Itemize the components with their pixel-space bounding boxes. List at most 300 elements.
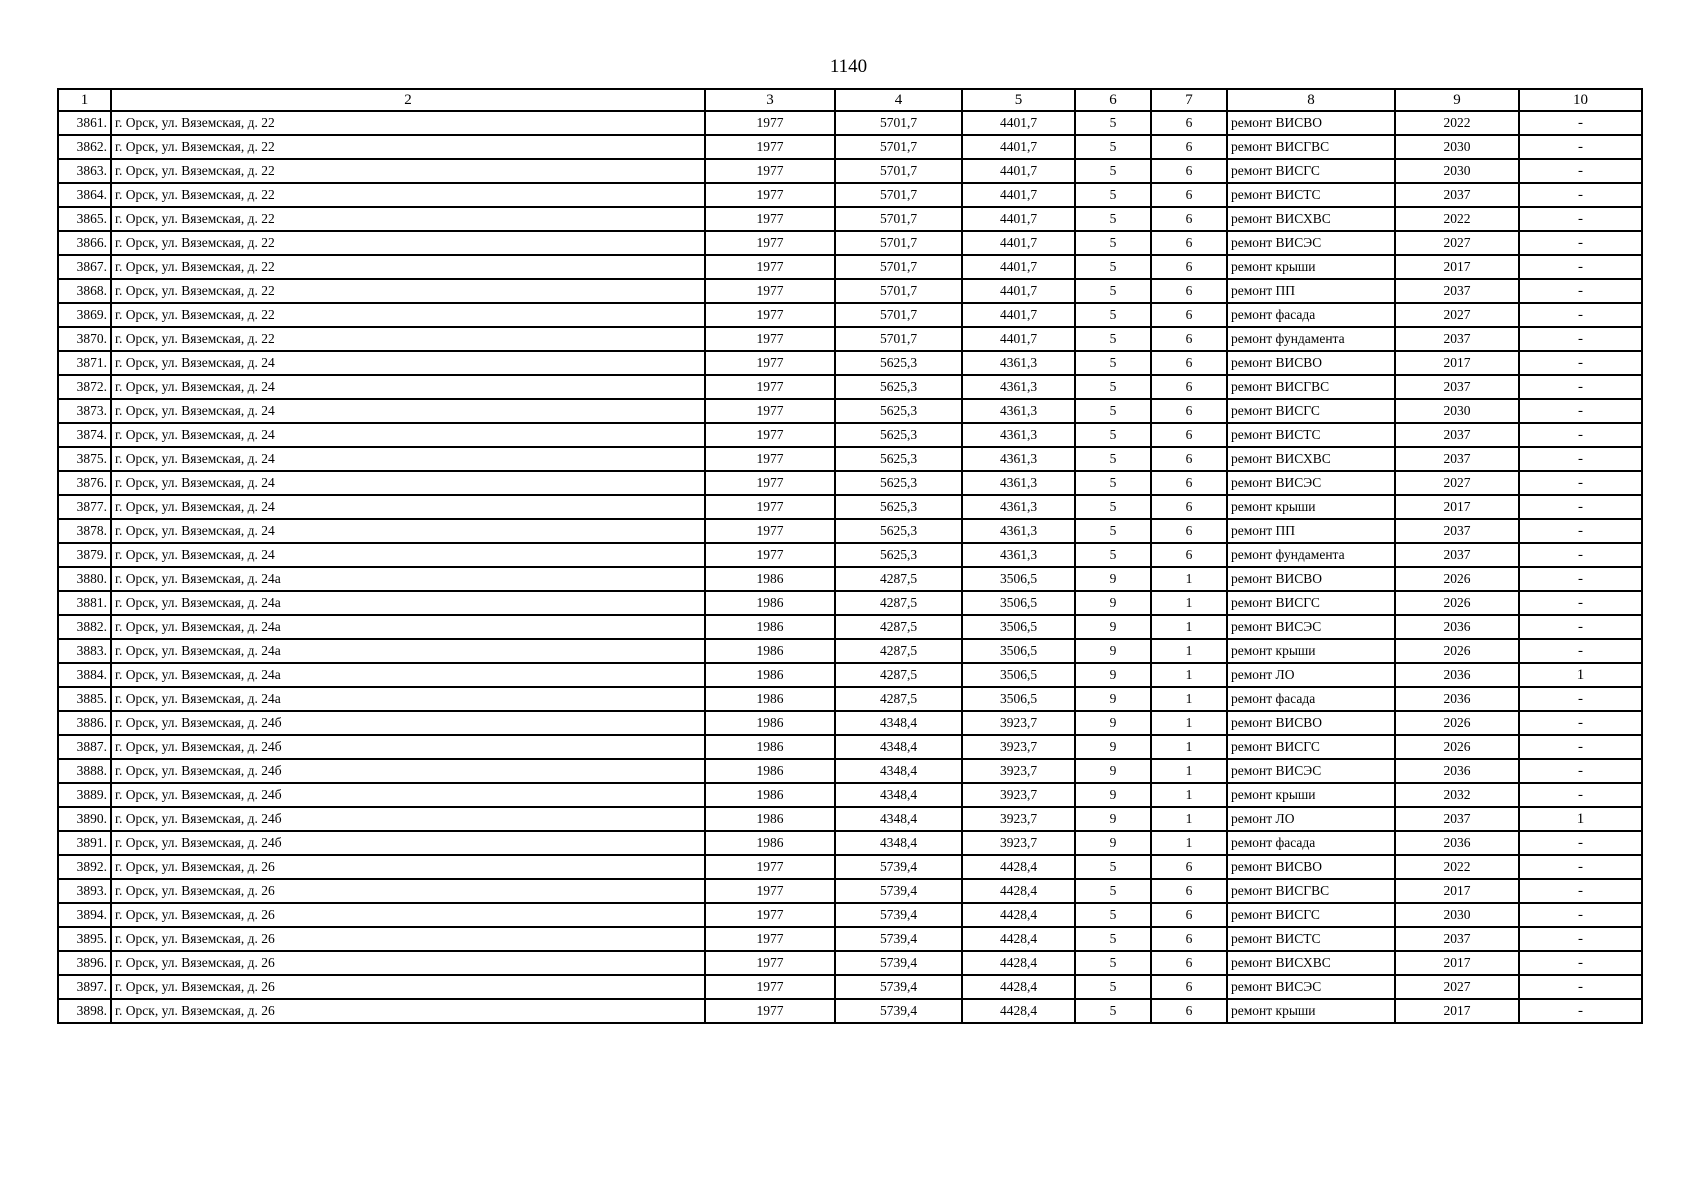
table-row (58, 951, 1642, 975)
table-row (58, 663, 1642, 687)
cell-planned-year: 2037 (1395, 327, 1519, 351)
cell-total-area: 5625,3 (835, 519, 962, 543)
cell-living-area: 4401,7 (962, 183, 1075, 207)
cell-planned-year: 2036 (1395, 615, 1519, 639)
cell-year-built: 1986 (705, 663, 835, 687)
cell-year-built: 1977 (705, 855, 835, 879)
cell-flag: - (1519, 159, 1642, 183)
cell-flag: - (1519, 903, 1642, 927)
cell-entrances: 6 (1151, 855, 1227, 879)
cell-planned-year: 2037 (1395, 543, 1519, 567)
cell-work-type: ремонт крыши (1227, 639, 1395, 663)
cell-address: г. Орск, ул. Вяземская, д. 22 (111, 183, 705, 207)
cell-work-type: ремонт крыши (1227, 255, 1395, 279)
cell-total-area: 5701,7 (835, 183, 962, 207)
cell-floors: 9 (1075, 663, 1151, 687)
cell-row-number: 3864. (58, 183, 111, 207)
cell-year-built: 1977 (705, 375, 835, 399)
cell-total-area: 5625,3 (835, 495, 962, 519)
cell-total-area: 5739,4 (835, 975, 962, 999)
cell-flag: - (1519, 999, 1642, 1023)
table-row (58, 567, 1642, 591)
cell-year-built: 1977 (705, 399, 835, 423)
cell-year-built: 1977 (705, 159, 835, 183)
cell-work-type: ремонт ПП (1227, 279, 1395, 303)
cell-year-built: 1986 (705, 807, 835, 831)
cell-row-number: 3876. (58, 471, 111, 495)
cell-living-area: 4428,4 (962, 903, 1075, 927)
table-row (58, 543, 1642, 567)
table-row (58, 375, 1642, 399)
cell-living-area: 3923,7 (962, 759, 1075, 783)
cell-year-built: 1986 (705, 783, 835, 807)
cell-floors: 5 (1075, 303, 1151, 327)
cell-floors: 9 (1075, 759, 1151, 783)
cell-row-number: 3894. (58, 903, 111, 927)
cell-address: г. Орск, ул. Вяземская, д. 26 (111, 975, 705, 999)
cell-entrances: 1 (1151, 783, 1227, 807)
cell-planned-year: 2017 (1395, 255, 1519, 279)
table-row (58, 399, 1642, 423)
cell-row-number: 3872. (58, 375, 111, 399)
cell-entrances: 6 (1151, 111, 1227, 135)
cell-planned-year: 2037 (1395, 447, 1519, 471)
cell-year-built: 1986 (705, 687, 835, 711)
cell-entrances: 6 (1151, 879, 1227, 903)
cell-address: г. Орск, ул. Вяземская, д. 22 (111, 303, 705, 327)
cell-row-number: 3870. (58, 327, 111, 351)
table-row (58, 855, 1642, 879)
table-row (58, 807, 1642, 831)
table-header-row (58, 89, 1642, 111)
cell-year-built: 1977 (705, 903, 835, 927)
cell-total-area: 5701,7 (835, 303, 962, 327)
table-row (58, 903, 1642, 927)
cell-living-area: 4401,7 (962, 159, 1075, 183)
cell-total-area: 5701,7 (835, 111, 962, 135)
column-header: 7 (1151, 89, 1227, 111)
cell-work-type: ремонт ВИСГС (1227, 591, 1395, 615)
cell-year-built: 1977 (705, 999, 835, 1023)
cell-row-number: 3866. (58, 231, 111, 255)
cell-work-type: ремонт фасада (1227, 687, 1395, 711)
cell-row-number: 3879. (58, 543, 111, 567)
table-body (58, 111, 1642, 1023)
cell-year-built: 1977 (705, 111, 835, 135)
cell-work-type: ремонт ВИСЭС (1227, 615, 1395, 639)
table-row (58, 735, 1642, 759)
cell-living-area: 3506,5 (962, 567, 1075, 591)
cell-year-built: 1977 (705, 927, 835, 951)
cell-planned-year: 2032 (1395, 783, 1519, 807)
cell-address: г. Орск, ул. Вяземская, д. 24б (111, 831, 705, 855)
cell-floors: 9 (1075, 591, 1151, 615)
cell-work-type: ремонт ЛО (1227, 663, 1395, 687)
cell-entrances: 6 (1151, 279, 1227, 303)
cell-address: г. Орск, ул. Вяземская, д. 22 (111, 111, 705, 135)
cell-address: г. Орск, ул. Вяземская, д. 22 (111, 207, 705, 231)
cell-address: г. Орск, ул. Вяземская, д. 24б (111, 807, 705, 831)
cell-year-built: 1986 (705, 591, 835, 615)
cell-entrances: 1 (1151, 831, 1227, 855)
cell-floors: 5 (1075, 855, 1151, 879)
cell-year-built: 1977 (705, 447, 835, 471)
cell-floors: 9 (1075, 567, 1151, 591)
cell-floors: 5 (1075, 207, 1151, 231)
column-header: 4 (835, 89, 962, 111)
cell-planned-year: 2030 (1395, 135, 1519, 159)
cell-floors: 9 (1075, 615, 1151, 639)
column-header: 3 (705, 89, 835, 111)
table-row (58, 999, 1642, 1023)
cell-address: г. Орск, ул. Вяземская, д. 24а (111, 567, 705, 591)
cell-row-number: 3887. (58, 735, 111, 759)
cell-year-built: 1986 (705, 615, 835, 639)
cell-floors: 5 (1075, 399, 1151, 423)
cell-year-built: 1986 (705, 759, 835, 783)
cell-work-type: ремонт ВИСГС (1227, 159, 1395, 183)
cell-total-area: 4287,5 (835, 615, 962, 639)
cell-year-built: 1986 (705, 567, 835, 591)
cell-living-area: 4401,7 (962, 279, 1075, 303)
cell-entrances: 1 (1151, 687, 1227, 711)
cell-row-number: 3874. (58, 423, 111, 447)
cell-entrances: 6 (1151, 951, 1227, 975)
cell-planned-year: 2037 (1395, 183, 1519, 207)
table-row (58, 687, 1642, 711)
cell-year-built: 1977 (705, 543, 835, 567)
cell-row-number: 3897. (58, 975, 111, 999)
cell-row-number: 3895. (58, 927, 111, 951)
cell-address: г. Орск, ул. Вяземская, д. 26 (111, 951, 705, 975)
cell-floors: 5 (1075, 135, 1151, 159)
table-row (58, 975, 1642, 999)
cell-flag: - (1519, 615, 1642, 639)
cell-total-area: 4348,4 (835, 711, 962, 735)
cell-total-area: 4287,5 (835, 567, 962, 591)
cell-row-number: 3896. (58, 951, 111, 975)
cell-entrances: 6 (1151, 207, 1227, 231)
cell-planned-year: 2017 (1395, 351, 1519, 375)
cell-entrances: 1 (1151, 807, 1227, 831)
cell-address: г. Орск, ул. Вяземская, д. 24а (111, 615, 705, 639)
cell-address: г. Орск, ул. Вяземская, д. 24 (111, 375, 705, 399)
cell-living-area: 4361,3 (962, 423, 1075, 447)
cell-work-type: ремонт ВИСЭС (1227, 759, 1395, 783)
cell-year-built: 1977 (705, 423, 835, 447)
cell-floors: 5 (1075, 999, 1151, 1023)
cell-planned-year: 2026 (1395, 567, 1519, 591)
cell-living-area: 3506,5 (962, 663, 1075, 687)
column-header: 10 (1519, 89, 1642, 111)
cell-planned-year: 2026 (1395, 711, 1519, 735)
cell-flag: 1 (1519, 807, 1642, 831)
cell-row-number: 3865. (58, 207, 111, 231)
cell-address: г. Орск, ул. Вяземская, д. 26 (111, 855, 705, 879)
cell-flag: - (1519, 639, 1642, 663)
cell-entrances: 6 (1151, 399, 1227, 423)
cell-planned-year: 2030 (1395, 399, 1519, 423)
cell-address: г. Орск, ул. Вяземская, д. 22 (111, 279, 705, 303)
cell-planned-year: 2036 (1395, 687, 1519, 711)
cell-row-number: 3889. (58, 783, 111, 807)
cell-total-area: 5739,4 (835, 999, 962, 1023)
cell-row-number: 3883. (58, 639, 111, 663)
table-row (58, 927, 1642, 951)
cell-floors: 5 (1075, 423, 1151, 447)
cell-row-number: 3867. (58, 255, 111, 279)
cell-planned-year: 2036 (1395, 831, 1519, 855)
cell-planned-year: 2030 (1395, 903, 1519, 927)
cell-total-area: 4287,5 (835, 639, 962, 663)
cell-row-number: 3885. (58, 687, 111, 711)
column-header: 6 (1075, 89, 1151, 111)
cell-floors: 9 (1075, 687, 1151, 711)
cell-work-type: ремонт фундамента (1227, 327, 1395, 351)
cell-planned-year: 2022 (1395, 855, 1519, 879)
cell-flag: - (1519, 687, 1642, 711)
cell-total-area: 4348,4 (835, 783, 962, 807)
cell-address: г. Орск, ул. Вяземская, д. 24 (111, 471, 705, 495)
cell-living-area: 4361,3 (962, 447, 1075, 471)
cell-address: г. Орск, ул. Вяземская, д. 24а (111, 591, 705, 615)
cell-living-area: 4428,4 (962, 975, 1075, 999)
cell-address: г. Орск, ул. Вяземская, д. 22 (111, 327, 705, 351)
cell-flag: - (1519, 111, 1642, 135)
cell-work-type: ремонт ВИСВО (1227, 567, 1395, 591)
cell-work-type: ремонт ВИСВО (1227, 711, 1395, 735)
cell-address: г. Орск, ул. Вяземская, д. 22 (111, 135, 705, 159)
cell-year-built: 1977 (705, 471, 835, 495)
cell-floors: 5 (1075, 375, 1151, 399)
cell-flag: - (1519, 927, 1642, 951)
cell-year-built: 1977 (705, 975, 835, 999)
table-row (58, 759, 1642, 783)
cell-flag: - (1519, 135, 1642, 159)
table-row (58, 831, 1642, 855)
repair-schedule-table (57, 88, 1643, 1024)
column-header: 9 (1395, 89, 1519, 111)
cell-entrances: 6 (1151, 351, 1227, 375)
cell-living-area: 3923,7 (962, 807, 1075, 831)
cell-entrances: 6 (1151, 135, 1227, 159)
cell-entrances: 1 (1151, 735, 1227, 759)
cell-floors: 9 (1075, 639, 1151, 663)
cell-row-number: 3898. (58, 999, 111, 1023)
table-row (58, 879, 1642, 903)
cell-work-type: ремонт ВИСВО (1227, 111, 1395, 135)
cell-entrances: 6 (1151, 159, 1227, 183)
table-row (58, 639, 1642, 663)
cell-total-area: 5739,4 (835, 903, 962, 927)
cell-flag: - (1519, 471, 1642, 495)
cell-year-built: 1977 (705, 327, 835, 351)
table-row (58, 711, 1642, 735)
cell-entrances: 1 (1151, 591, 1227, 615)
cell-year-built: 1977 (705, 135, 835, 159)
cell-living-area: 4428,4 (962, 927, 1075, 951)
cell-floors: 5 (1075, 351, 1151, 375)
cell-address: г. Орск, ул. Вяземская, д. 26 (111, 903, 705, 927)
cell-flag: - (1519, 351, 1642, 375)
cell-total-area: 4287,5 (835, 687, 962, 711)
cell-address: г. Орск, ул. Вяземская, д. 24б (111, 783, 705, 807)
cell-planned-year: 2037 (1395, 927, 1519, 951)
cell-flag: - (1519, 975, 1642, 999)
table-row (58, 159, 1642, 183)
cell-row-number: 3890. (58, 807, 111, 831)
cell-year-built: 1977 (705, 303, 835, 327)
cell-total-area: 5739,4 (835, 855, 962, 879)
table-row (58, 183, 1642, 207)
cell-address: г. Орск, ул. Вяземская, д. 24 (111, 423, 705, 447)
cell-work-type: ремонт ВИСЭС (1227, 975, 1395, 999)
cell-planned-year: 2017 (1395, 999, 1519, 1023)
cell-total-area: 5625,3 (835, 447, 962, 471)
cell-address: г. Орск, ул. Вяземская, д. 22 (111, 159, 705, 183)
cell-entrances: 1 (1151, 711, 1227, 735)
table-row (58, 111, 1642, 135)
cell-planned-year: 2027 (1395, 303, 1519, 327)
cell-row-number: 3861. (58, 111, 111, 135)
cell-living-area: 4401,7 (962, 255, 1075, 279)
table-row (58, 783, 1642, 807)
cell-living-area: 4361,3 (962, 519, 1075, 543)
cell-total-area: 5701,7 (835, 135, 962, 159)
cell-living-area: 4401,7 (962, 327, 1075, 351)
cell-living-area: 4428,4 (962, 951, 1075, 975)
cell-total-area: 5625,3 (835, 423, 962, 447)
cell-year-built: 1977 (705, 351, 835, 375)
cell-floors: 5 (1075, 495, 1151, 519)
cell-flag: - (1519, 831, 1642, 855)
cell-row-number: 3873. (58, 399, 111, 423)
cell-total-area: 5701,7 (835, 231, 962, 255)
cell-work-type: ремонт ВИСГС (1227, 399, 1395, 423)
cell-planned-year: 2037 (1395, 519, 1519, 543)
cell-living-area: 4401,7 (962, 135, 1075, 159)
cell-total-area: 5625,3 (835, 543, 962, 567)
cell-total-area: 5625,3 (835, 375, 962, 399)
cell-living-area: 3923,7 (962, 711, 1075, 735)
cell-living-area: 3506,5 (962, 615, 1075, 639)
cell-floors: 9 (1075, 735, 1151, 759)
cell-flag: - (1519, 399, 1642, 423)
table-row (58, 255, 1642, 279)
page-number: 1140 (829, 56, 868, 77)
table-row (58, 231, 1642, 255)
cell-flag: - (1519, 759, 1642, 783)
cell-work-type: ремонт ВИСХВС (1227, 207, 1395, 231)
cell-work-type: ремонт ВИСГС (1227, 903, 1395, 927)
cell-entrances: 1 (1151, 663, 1227, 687)
cell-total-area: 4348,4 (835, 759, 962, 783)
cell-row-number: 3877. (58, 495, 111, 519)
cell-entrances: 6 (1151, 975, 1227, 999)
cell-living-area: 4428,4 (962, 999, 1075, 1023)
cell-year-built: 1977 (705, 495, 835, 519)
cell-planned-year: 2037 (1395, 375, 1519, 399)
cell-address: г. Орск, ул. Вяземская, д. 24 (111, 519, 705, 543)
table-row (58, 447, 1642, 471)
cell-work-type: ремонт фундамента (1227, 543, 1395, 567)
cell-flag: - (1519, 231, 1642, 255)
cell-address: г. Орск, ул. Вяземская, д. 26 (111, 999, 705, 1023)
cell-row-number: 3888. (58, 759, 111, 783)
cell-year-built: 1986 (705, 831, 835, 855)
cell-address: г. Орск, ул. Вяземская, д. 24б (111, 735, 705, 759)
cell-row-number: 3875. (58, 447, 111, 471)
cell-entrances: 6 (1151, 327, 1227, 351)
cell-total-area: 4348,4 (835, 831, 962, 855)
cell-living-area: 4401,7 (962, 303, 1075, 327)
cell-row-number: 3863. (58, 159, 111, 183)
cell-living-area: 4361,3 (962, 471, 1075, 495)
cell-total-area: 5625,3 (835, 399, 962, 423)
cell-flag: - (1519, 519, 1642, 543)
cell-row-number: 3868. (58, 279, 111, 303)
cell-flag: - (1519, 591, 1642, 615)
cell-row-number: 3884. (58, 663, 111, 687)
cell-floors: 5 (1075, 951, 1151, 975)
cell-floors: 5 (1075, 975, 1151, 999)
cell-planned-year: 2027 (1395, 975, 1519, 999)
cell-flag: - (1519, 543, 1642, 567)
cell-row-number: 3869. (58, 303, 111, 327)
cell-work-type: ремонт ВИСВО (1227, 855, 1395, 879)
cell-row-number: 3893. (58, 879, 111, 903)
cell-total-area: 4287,5 (835, 663, 962, 687)
cell-planned-year: 2027 (1395, 231, 1519, 255)
cell-address: г. Орск, ул. Вяземская, д. 24 (111, 399, 705, 423)
cell-work-type: ремонт ВИСГВС (1227, 879, 1395, 903)
table-row (58, 135, 1642, 159)
cell-planned-year: 2017 (1395, 495, 1519, 519)
cell-living-area: 3506,5 (962, 687, 1075, 711)
cell-row-number: 3880. (58, 567, 111, 591)
cell-address: г. Орск, ул. Вяземская, д. 24 (111, 495, 705, 519)
cell-total-area: 5739,4 (835, 951, 962, 975)
cell-flag: - (1519, 207, 1642, 231)
cell-work-type: ремонт крыши (1227, 495, 1395, 519)
cell-work-type: ремонт крыши (1227, 999, 1395, 1023)
cell-work-type: ремонт ВИСТС (1227, 927, 1395, 951)
cell-floors: 9 (1075, 807, 1151, 831)
cell-floors: 5 (1075, 183, 1151, 207)
cell-floors: 5 (1075, 255, 1151, 279)
cell-flag: - (1519, 447, 1642, 471)
cell-planned-year: 2026 (1395, 639, 1519, 663)
cell-address: г. Орск, ул. Вяземская, д. 22 (111, 255, 705, 279)
cell-work-type: ремонт ЛО (1227, 807, 1395, 831)
cell-planned-year: 2026 (1395, 735, 1519, 759)
cell-address: г. Орск, ул. Вяземская, д. 24 (111, 543, 705, 567)
cell-floors: 5 (1075, 279, 1151, 303)
cell-floors: 5 (1075, 903, 1151, 927)
cell-floors: 5 (1075, 543, 1151, 567)
cell-entrances: 6 (1151, 999, 1227, 1023)
table-row (58, 279, 1642, 303)
cell-work-type: ремонт ВИСГВС (1227, 135, 1395, 159)
cell-work-type: ремонт ВИСХВС (1227, 447, 1395, 471)
cell-work-type: ремонт ПП (1227, 519, 1395, 543)
cell-entrances: 6 (1151, 903, 1227, 927)
cell-planned-year: 2036 (1395, 759, 1519, 783)
cell-total-area: 4348,4 (835, 807, 962, 831)
cell-floors: 5 (1075, 327, 1151, 351)
cell-flag: - (1519, 711, 1642, 735)
cell-entrances: 6 (1151, 447, 1227, 471)
